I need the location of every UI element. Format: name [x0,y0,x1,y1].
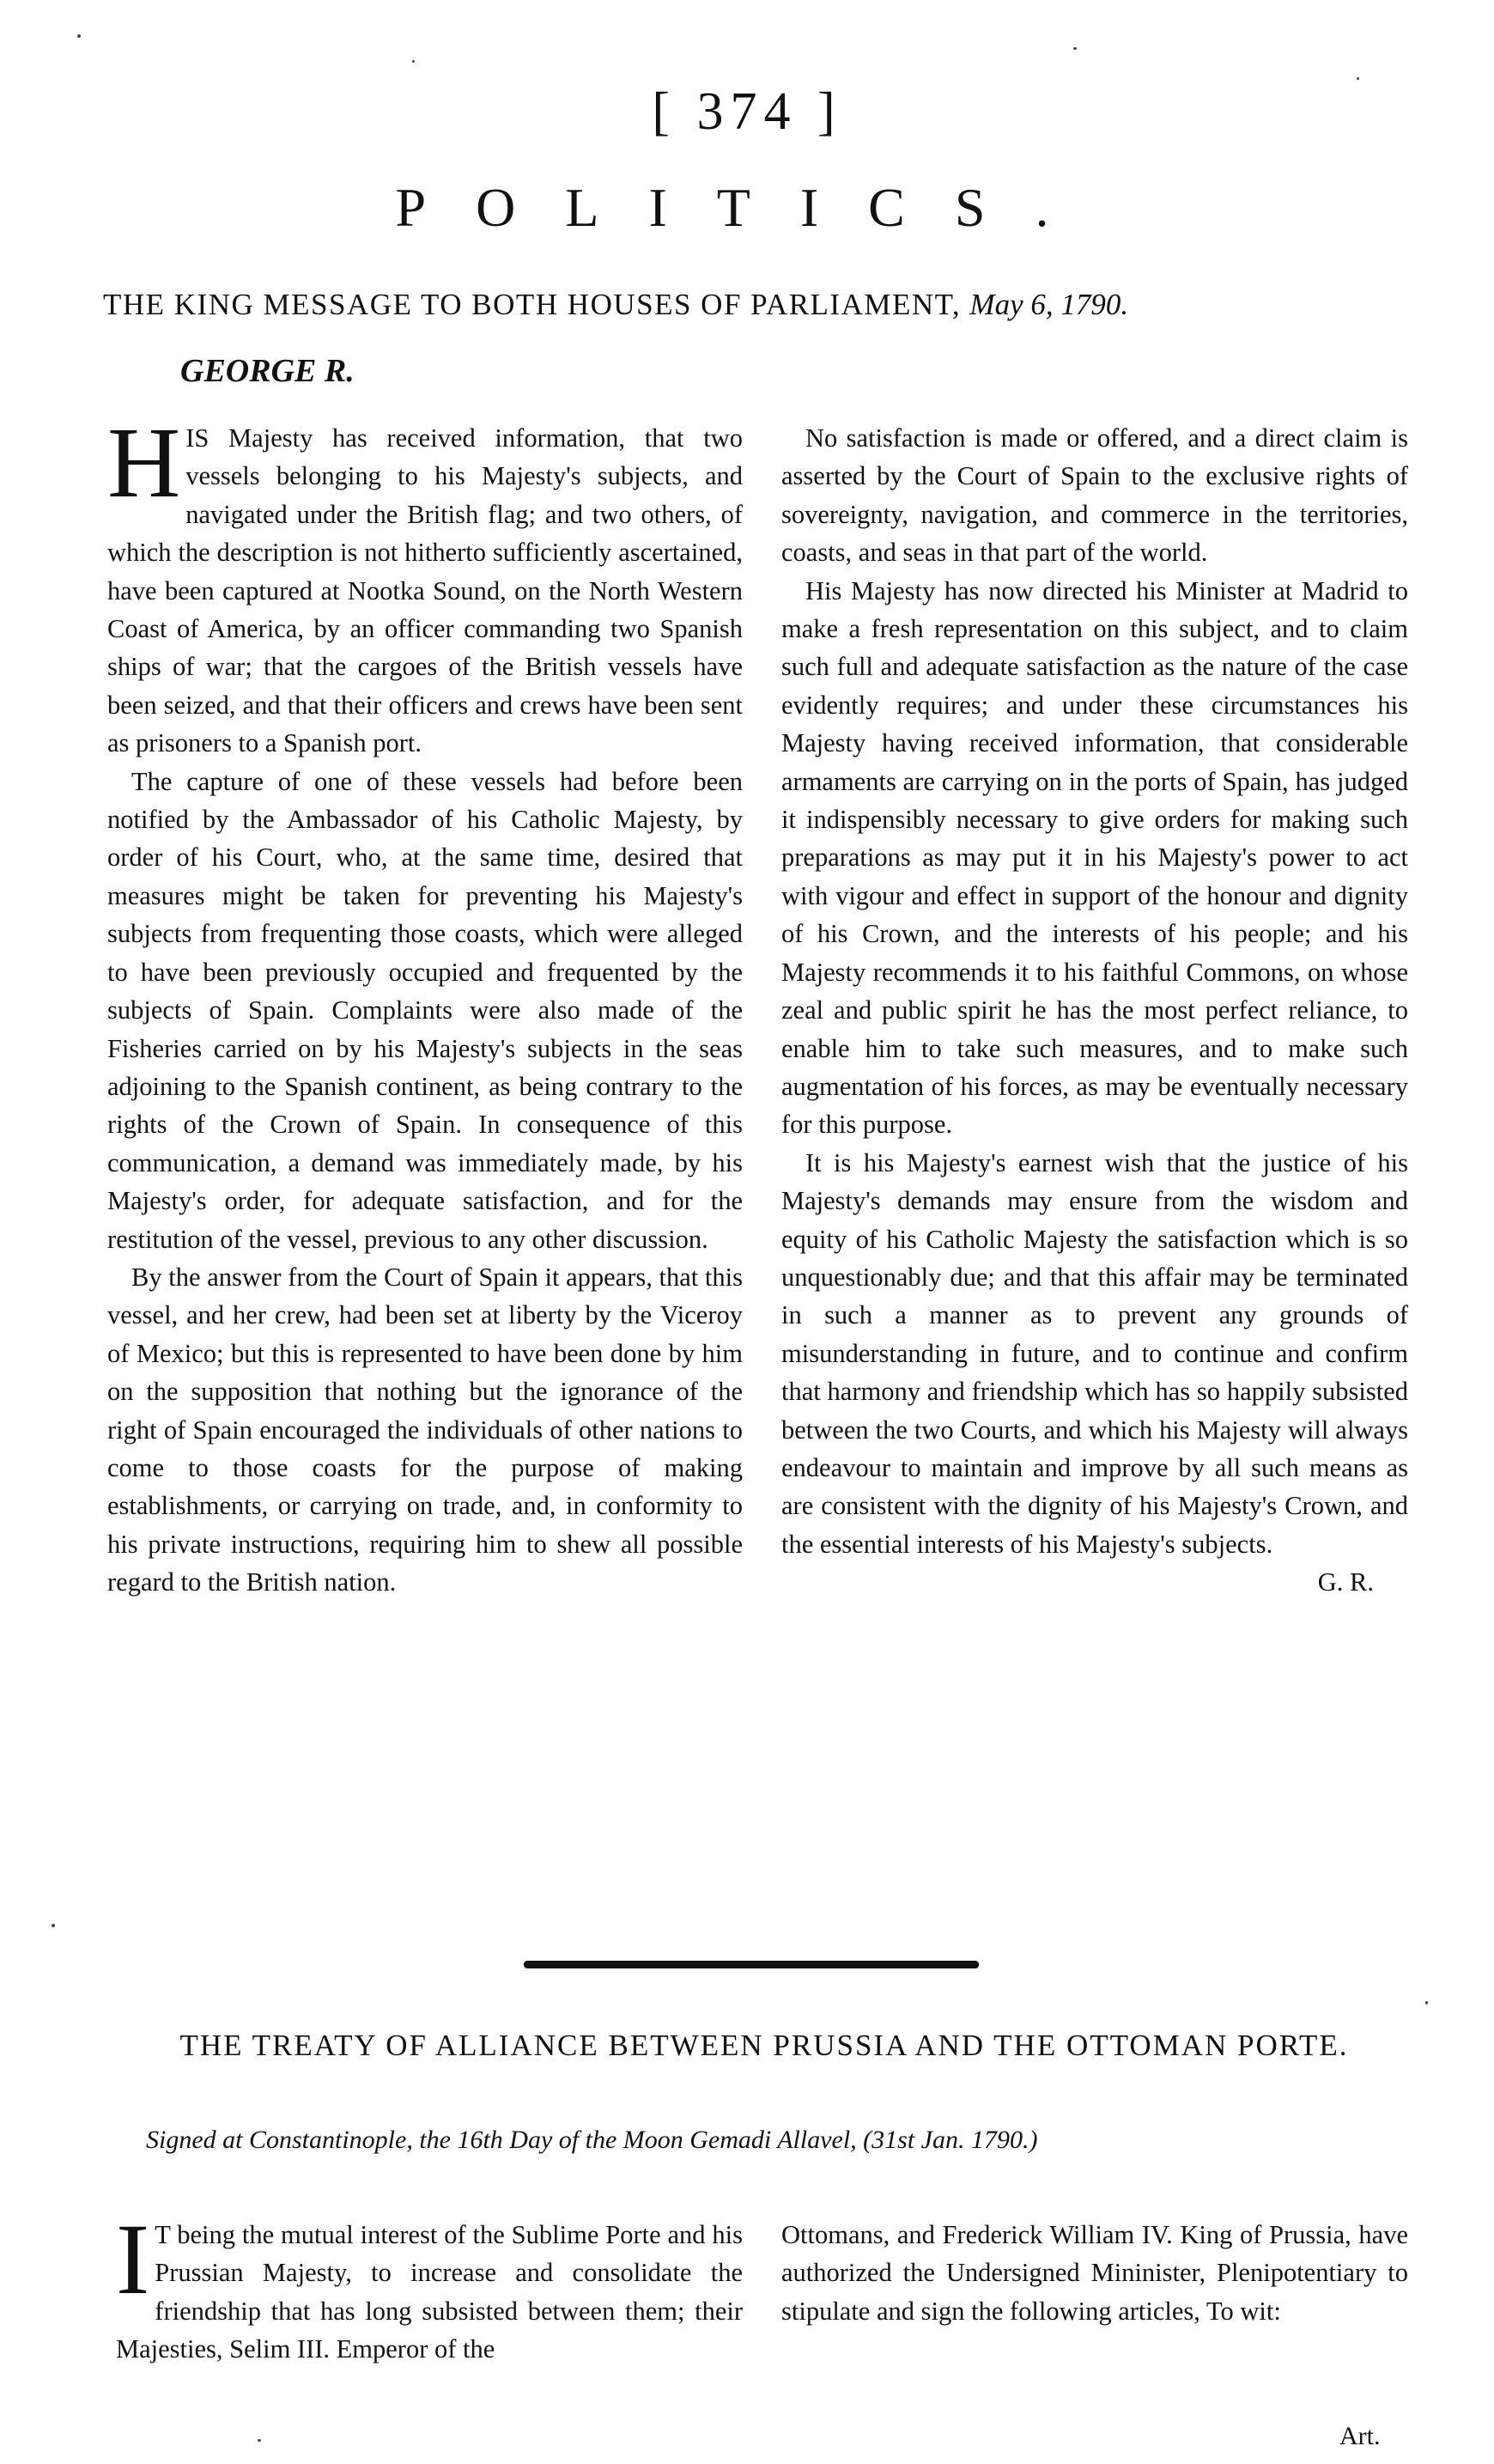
treaty-paragraph: Ottomans, and Frederick William IV. King of Prussia, have authorized the Undersigned Mininister, Plenipotentiary to stipulate and sign the following articles, To wit: [781,2220,1408,2326]
treaty-title: THE TREATY OF ALLIANCE BETWEEN PRUSSIA AND THE OTTOMAN PORTE. [179,2029,1349,2062]
message-column-right [781,419,1408,1602]
print-speck [412,60,415,63]
print-speck [1425,2001,1428,2005]
message-column-left [107,406,743,1602]
section-title: POLITICS. [395,177,1099,238]
drop-cap: H [107,406,181,519]
treaty-column-right [781,2216,1408,2330]
print-speck [1073,47,1077,50]
message-paragraph: It is his Majesty's earnest wish that the justice of his Majesty's demands may ensure from the wisdom and equity of his Catholic Majesty the satisfaction which is so unquestionably due; and that this affair may be terminated in such a manner as to prevent any grounds of misunderstanding in future, and to continue and confirm that harmony and friendship which has so happily subsisted between the two Courts, and which his Majesty will always endeavour to maintain and improve by all such means as are consistent with the dignity of his Majesty's Crown, and the essential interests of his Majesty's subjects. [781,1147,1408,1559]
message-paragraph: No satisfaction is made or offered, and a direct claim is asserted by the Court of Spain to the exclusive rights of sovereignty, navigation, and commerce in the territories, coasts, and seas in that part of the world. [781,423,1408,568]
catchword: Art. [1339,2422,1381,2450]
message-paragraph: His Majesty has now directed his Minister at Madrid to make a fresh representation on this subject, and to claim such full and adequate satisfaction as the nature of the case evidently requires; and under these circumstances his Majesty having received information, that considerable armaments are carrying on in the ports of Spain, has judged it indispensibly necessary to give orders for making such preparations as may put it in his Majesty's power to act with vigour and effect in support of the honour and dignity of his Crown, and the interests of his people; and his Majesty recommends it to his faithful Commons, on whose zeal and public spirit he has the most perfect reliance, to enable him to take such measures, and to make such augmentation of his forces, as may be eventually necessary for this purpose. [781,575,1408,1140]
salutation: GEORGE R. [180,353,355,389]
drop-cap: I [116,2203,150,2315]
message-paragraph: The capture of one of these vessels had before been notified by the Ambassador of his Catholic Majesty, by order of his Court, who, at the same time, desired that measures might be taken for preventing his Majesty's subjects from frequenting those coasts, which were alleged to have been previously occupied and frequented by the subjects of Spain. Complaints were also made of the Fisheries carried on by his Majesty's subjects in the seas adjoining to the Spanish continent, as being contrary to the rights of the Crown of Spain. In consequence of this communication, a demand was immediately made, by his Majesty's order, for adequate satisfaction, and for the restitution of the vessel, previous to any other discussion. [107,766,743,1254]
message-paragraph: HIS Majesty has received information, that two vessels belonging to his Majesty's subjects, and navigated under the British flag; and two others, of which the description is not hitherto sufficiently ascertained, have been captured at Nootka Sound, on the North Western Coast of America, by an officer commanding two Spanish ships of war; that the cargoes of the British vessels have been seized, and that their officers and crews have been sent as prisoners to a Spanish port. [107,406,743,758]
print-speck [52,1924,55,1927]
message-paragraph: By the answer from the Court of Spain it appears, that this vessel, and her crew, had been set at liberty by the Viceroy of Mexico; but this is represented to have been done by him on the supposition that nothing but the ignorance of the right of Spain encouraged the individuals of other nations to come to those coasts for the purpose of making establishments, or carrying on trade, and, in conformity to his private instructions, requiring him to shew all possible regard to the British nation. [107,1262,743,1597]
message-heading-text: THE KING MESSAGE TO BOTH HOUSES OF PARLIAMENT, [103,288,962,321]
signature: G. R. [1317,1567,1374,1597]
treaty-signed-line: Signed at Constantinople, the 16th Day of the Moon Gemadi Allavel, (31st Jan. 1790.) [146,2126,1038,2154]
message-date: May 6, 1790. [969,288,1129,321]
print-speck [1357,77,1359,80]
section-divider [524,1961,979,1968]
print-speck [77,34,81,38]
treaty-column-left [116,2203,743,2369]
message-heading [103,288,1425,322]
treaty-paragraph: I T being the mutual interest of the Sublime Porte and his Prussian Majesty, to increase and consolidate the friendship that has long subsisted between them; their Majesties, Selim III. Emperor of the [116,2203,743,2364]
print-speck [258,2439,261,2442]
page-number: [ 374 ] [652,82,842,141]
